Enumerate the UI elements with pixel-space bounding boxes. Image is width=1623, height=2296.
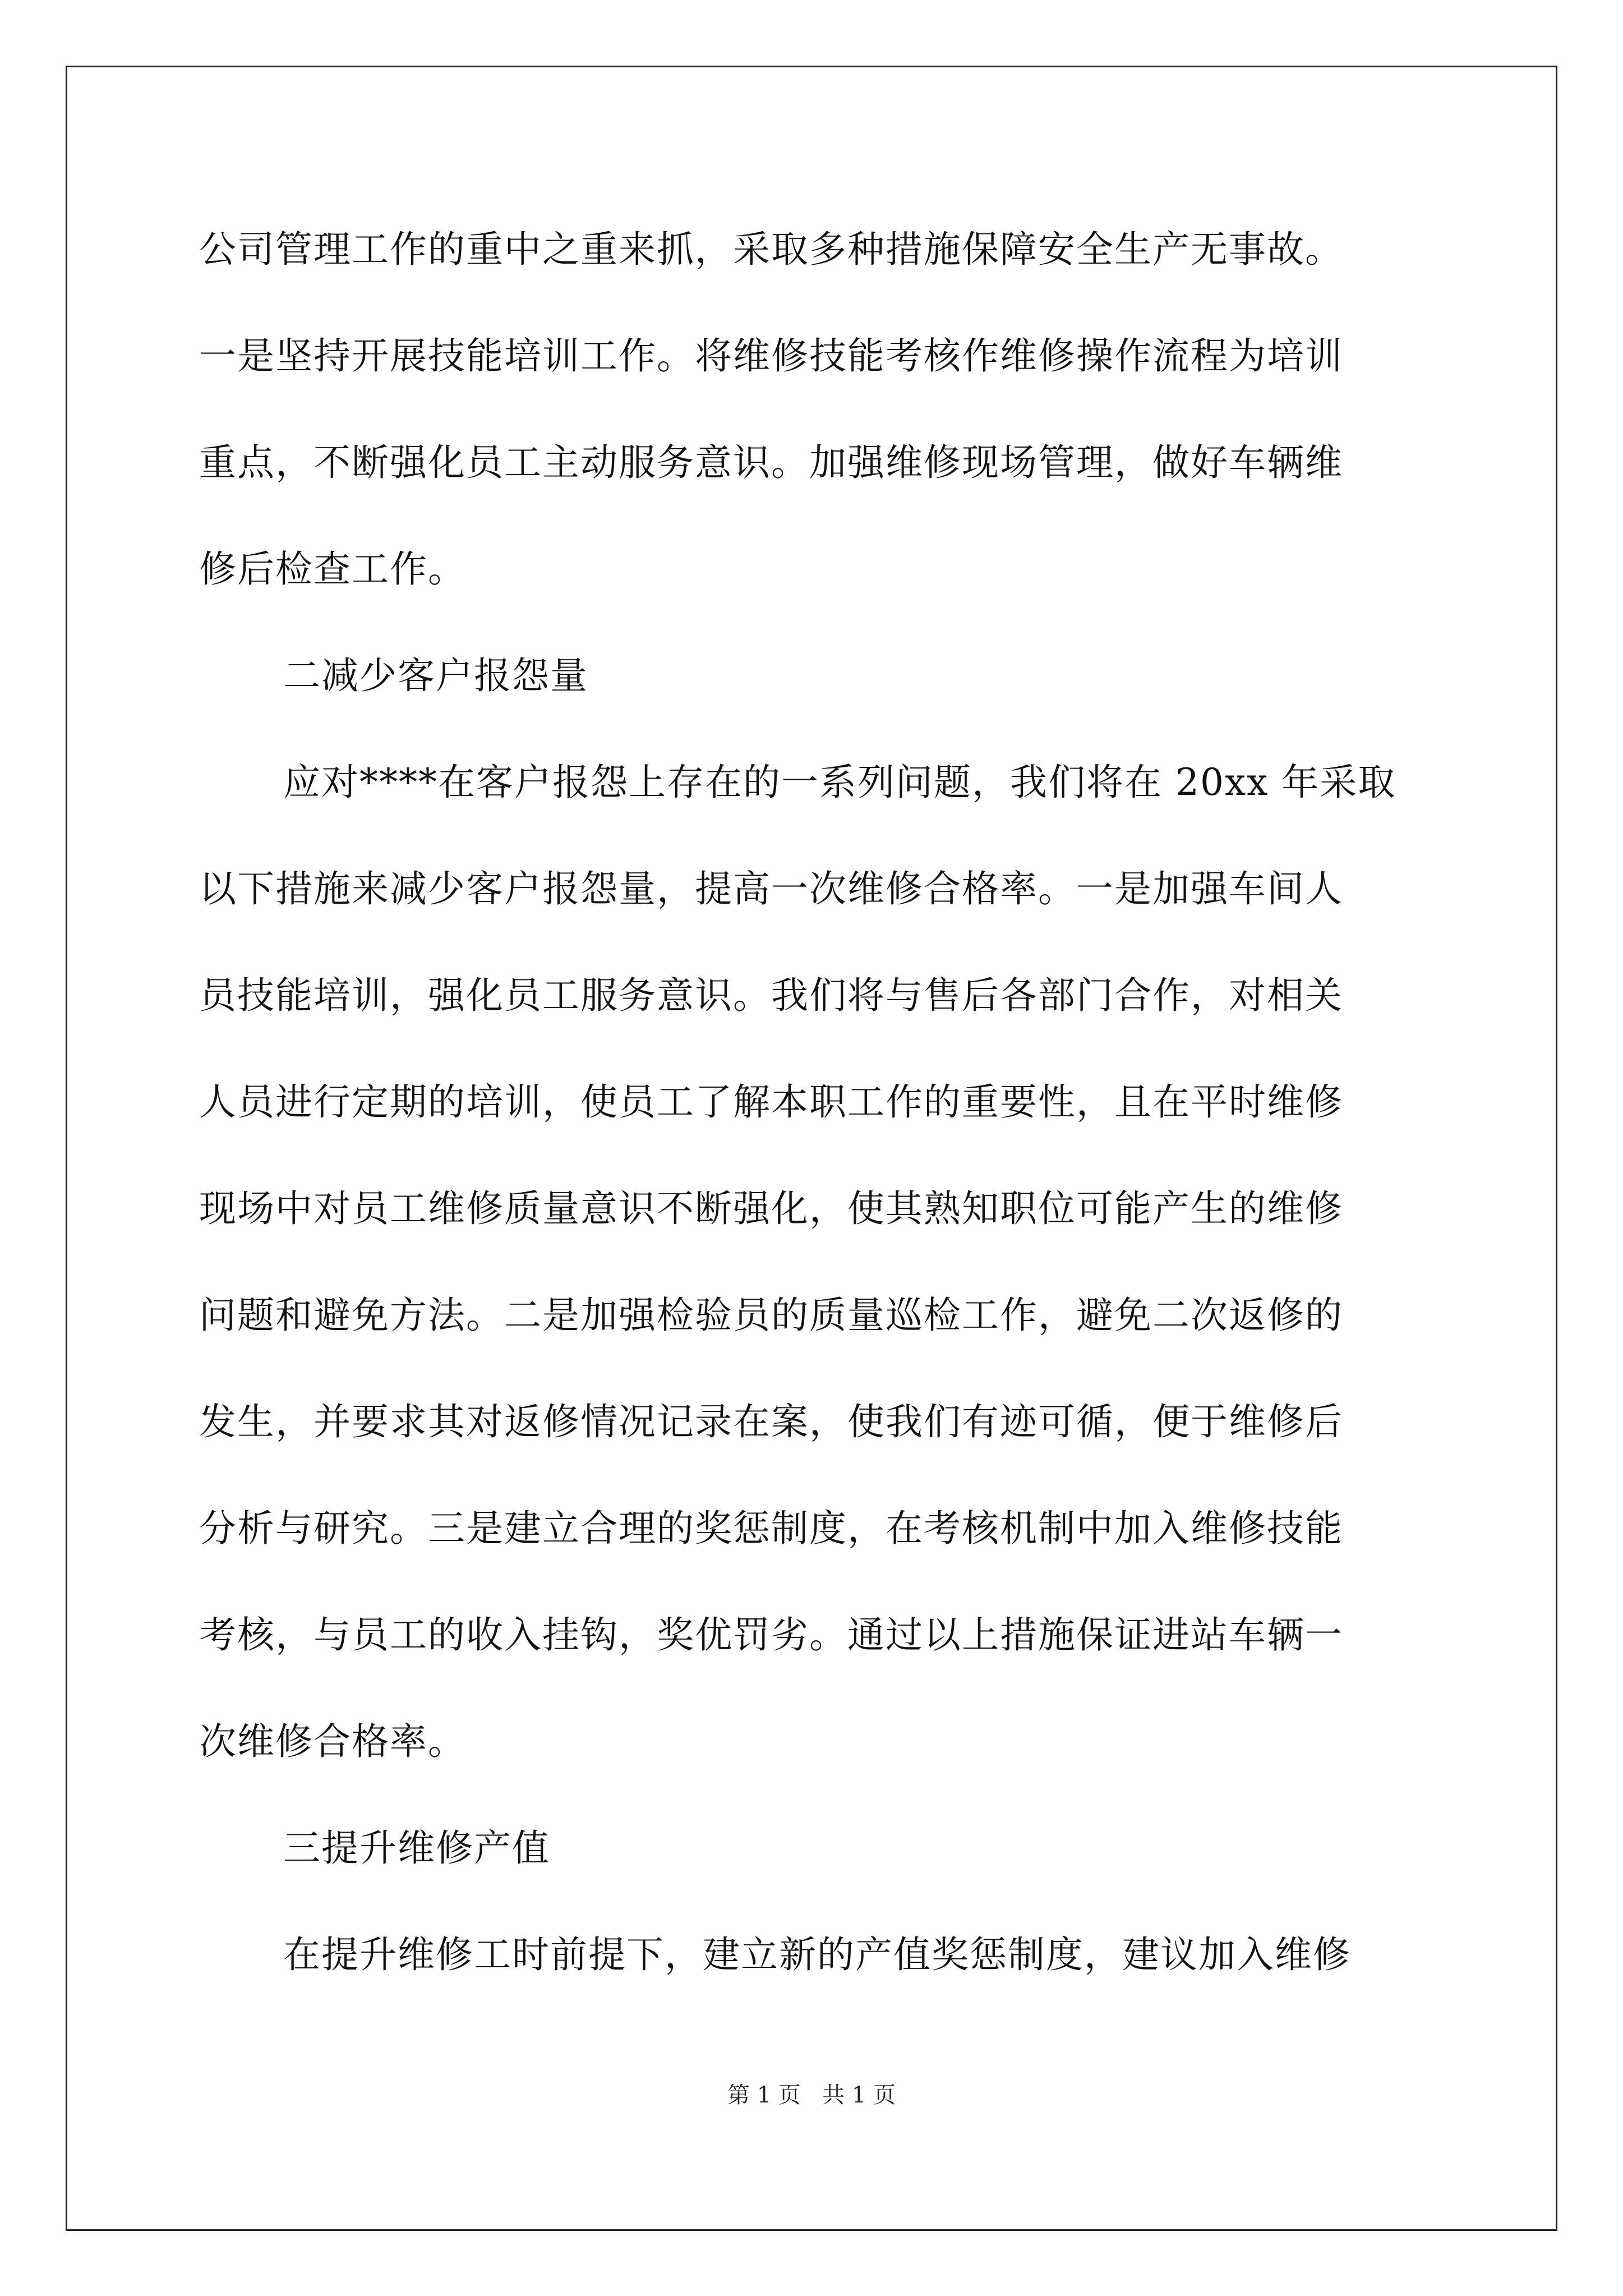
body-line: 分析与研究。三是建立合理的奖惩制度，在考核机制中加入维修技能 <box>199 1507 1343 1550</box>
body-line: 公司管理工作的重中之重来抓，采取多种措施保障安全生产无事故。 <box>199 228 1343 271</box>
body-line: 现场中对员工维修质量意识不断强化，使其熟知职位可能产生的维修 <box>199 1187 1343 1230</box>
body-line: 以下措施来减少客户报怨量，提高一次维修合格率。一是加强车间人 <box>199 867 1343 910</box>
paragraph-first-line: 在提升维修工时前提下，建立新的产值奖惩制度，建议加入维修 <box>283 1933 1351 1976</box>
page-border <box>66 66 1557 2231</box>
body-line: 人员进行定期的培训，使员工了解本职工作的重要性，且在平时维修 <box>199 1080 1343 1124</box>
body-line: 员技能培训，强化员工服务意识。我们将与售后各部门合作，对相关 <box>199 974 1343 1017</box>
body-line: 考核，与员工的收入挂钩，奖优罚劣。通过以上措施保证进站车辆一 <box>199 1613 1343 1657</box>
paragraph-first-line: 应对****在客户报怨上存在的一系列问题，我们将在 20xx 年采取 <box>283 761 1396 804</box>
section-heading: 三提升维修产值 <box>283 1826 550 1870</box>
body-line: 一是坚持开展技能培训工作。将维修技能考核作维修操作流程为培训 <box>199 334 1343 378</box>
body-line: 次维修合格率。 <box>199 1720 466 1763</box>
body-line: 发生，并要求其对返修情况记录在案，使我们有迹可循，便于维修后 <box>199 1400 1343 1443</box>
body-line: 重点，不断强化员工主动服务意识。加强维修现场管理，做好车辆维 <box>199 441 1343 484</box>
section-heading: 二减少客户报怨量 <box>283 654 588 697</box>
page-number-footer: 第 1 页 共 1 页 <box>727 2082 896 2108</box>
body-line: 问题和避免方法。二是加强检验员的质量巡检工作，避免二次返修的 <box>199 1294 1343 1337</box>
body-line: 修后检查工作。 <box>199 547 466 591</box>
